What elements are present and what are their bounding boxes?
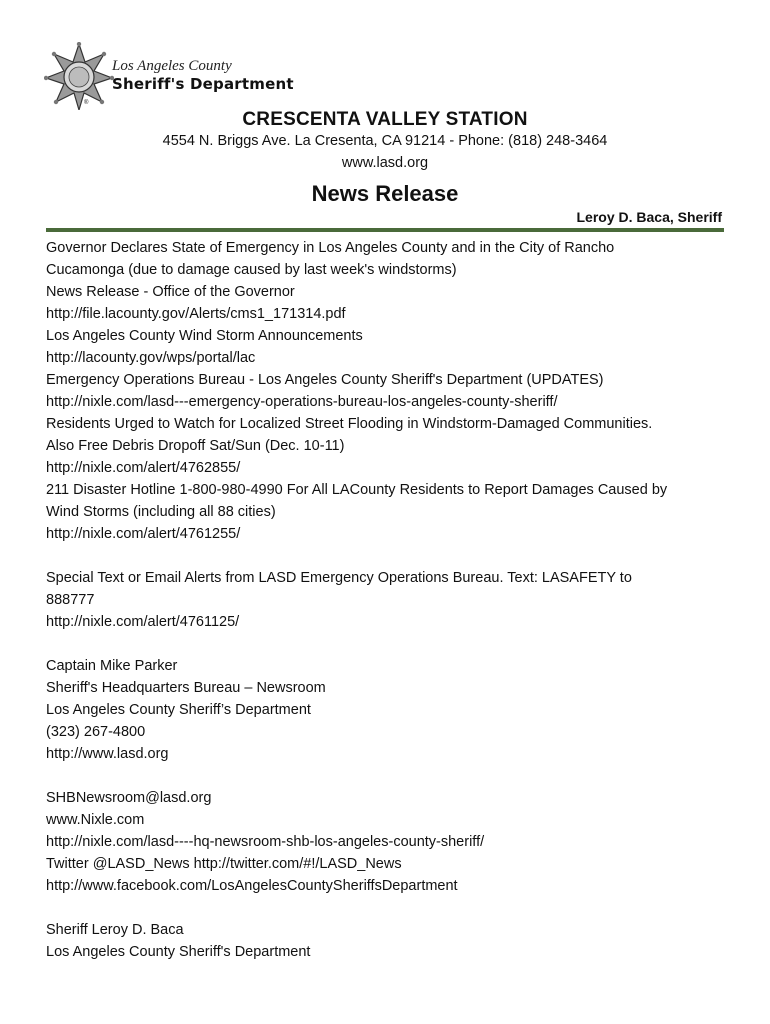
link-line[interactable]: http://lacounty.gov/wps/portal/lac [46,350,256,366]
sheriff-star-badge-icon [44,42,114,110]
body-line: Los Angeles County Wind Storm Announcements [46,328,363,344]
body-line: 888777 [46,592,95,608]
email-link[interactable]: SHBNewsroom@lasd.org [46,790,212,806]
body-line: News Release - Office of the Governor [46,284,295,300]
body-line: Cucamonga (due to damage caused by last week's windstorms) [46,262,457,278]
department-logo [44,42,314,112]
body-line: Also Free Debris Dropoff Sat/Sun (Dec. 10-11) [46,438,345,454]
station-address: 4554 N. Briggs Ave. La Cresenta, CA 91214 - Phone: (818) 248-3464 [162,133,608,149]
sheriff-name: Leroy D. Baca, Sheriff [576,209,722,225]
link-line[interactable]: http://file.lacounty.gov/Alerts/cms1_171314.pdf [46,306,346,322]
registered-mark: ® [84,100,89,106]
paragraph-gap [46,633,736,655]
contact-line: Sheriff's Headquarters Bureau – Newsroom [46,680,326,696]
signature-line: Los Angeles County Sheriff's Department [46,944,311,960]
link-line[interactable]: http://nixle.com/alert/4761255/ [46,526,241,542]
station-website: www.lasd.org [341,155,429,171]
body-line: Governor Declares State of Emergency in Los Angeles County and in the City of Rancho [46,240,615,256]
link-line[interactable]: www.Nixle.com [46,812,145,828]
body-line: Special Text or Email Alerts from LASD Emergency Operations Bureau. Text: LASAFETY to [46,570,632,586]
release-body [46,237,736,963]
paragraph-gap [46,897,736,919]
org-county: Los Angeles County [112,58,232,74]
signature-line: Sheriff Leroy D. Baca [46,922,184,938]
link-line[interactable]: http://www.facebook.com/LosAngelesCountySheriffsDepartment [46,878,458,894]
station-name: CRESCENTA VALLEY STATION [242,109,528,130]
link-line[interactable]: http://nixle.com/alert/4761125/ [46,614,240,630]
contact-line: Captain Mike Parker [46,658,178,674]
header-divider [46,228,724,232]
link-line[interactable]: http://nixle.com/lasd---emergency-operations-bureau-los-angeles-county-sheriff/ [46,394,558,410]
release-title: News Release [311,181,459,206]
contact-line: Los Angeles County Sheriff’s Department [46,702,311,718]
link-line[interactable]: http://nixle.com/alert/4762855/ [46,460,241,476]
org-dept: Sheriff's Department [112,75,294,93]
contact-phone: (323) 267-4800 [46,724,146,740]
twitter-line[interactable]: Twitter @LASD_News http://twitter.com/#!/LASD_News [46,856,402,872]
body-line: Emergency Operations Bureau - Los Angeles County Sheriff's Department (UPDATES) [46,372,604,388]
link-line[interactable]: http://www.lasd.org [46,746,169,762]
body-line: Residents Urged to Watch for Localized Street Flooding in Windstorm-Damaged Communities. [46,416,653,432]
paragraph-gap [46,545,736,567]
body-line: 211 Disaster Hotline 1-800-980-4990 For All LACounty Residents to Report Damages Caused by [46,482,668,498]
body-line: Wind Storms (including all 88 cities) [46,504,276,520]
link-line[interactable]: http://nixle.com/lasd----hq-newsroom-shb-los-angeles-county-sheriff/ [46,834,485,850]
paragraph-gap [46,765,736,787]
